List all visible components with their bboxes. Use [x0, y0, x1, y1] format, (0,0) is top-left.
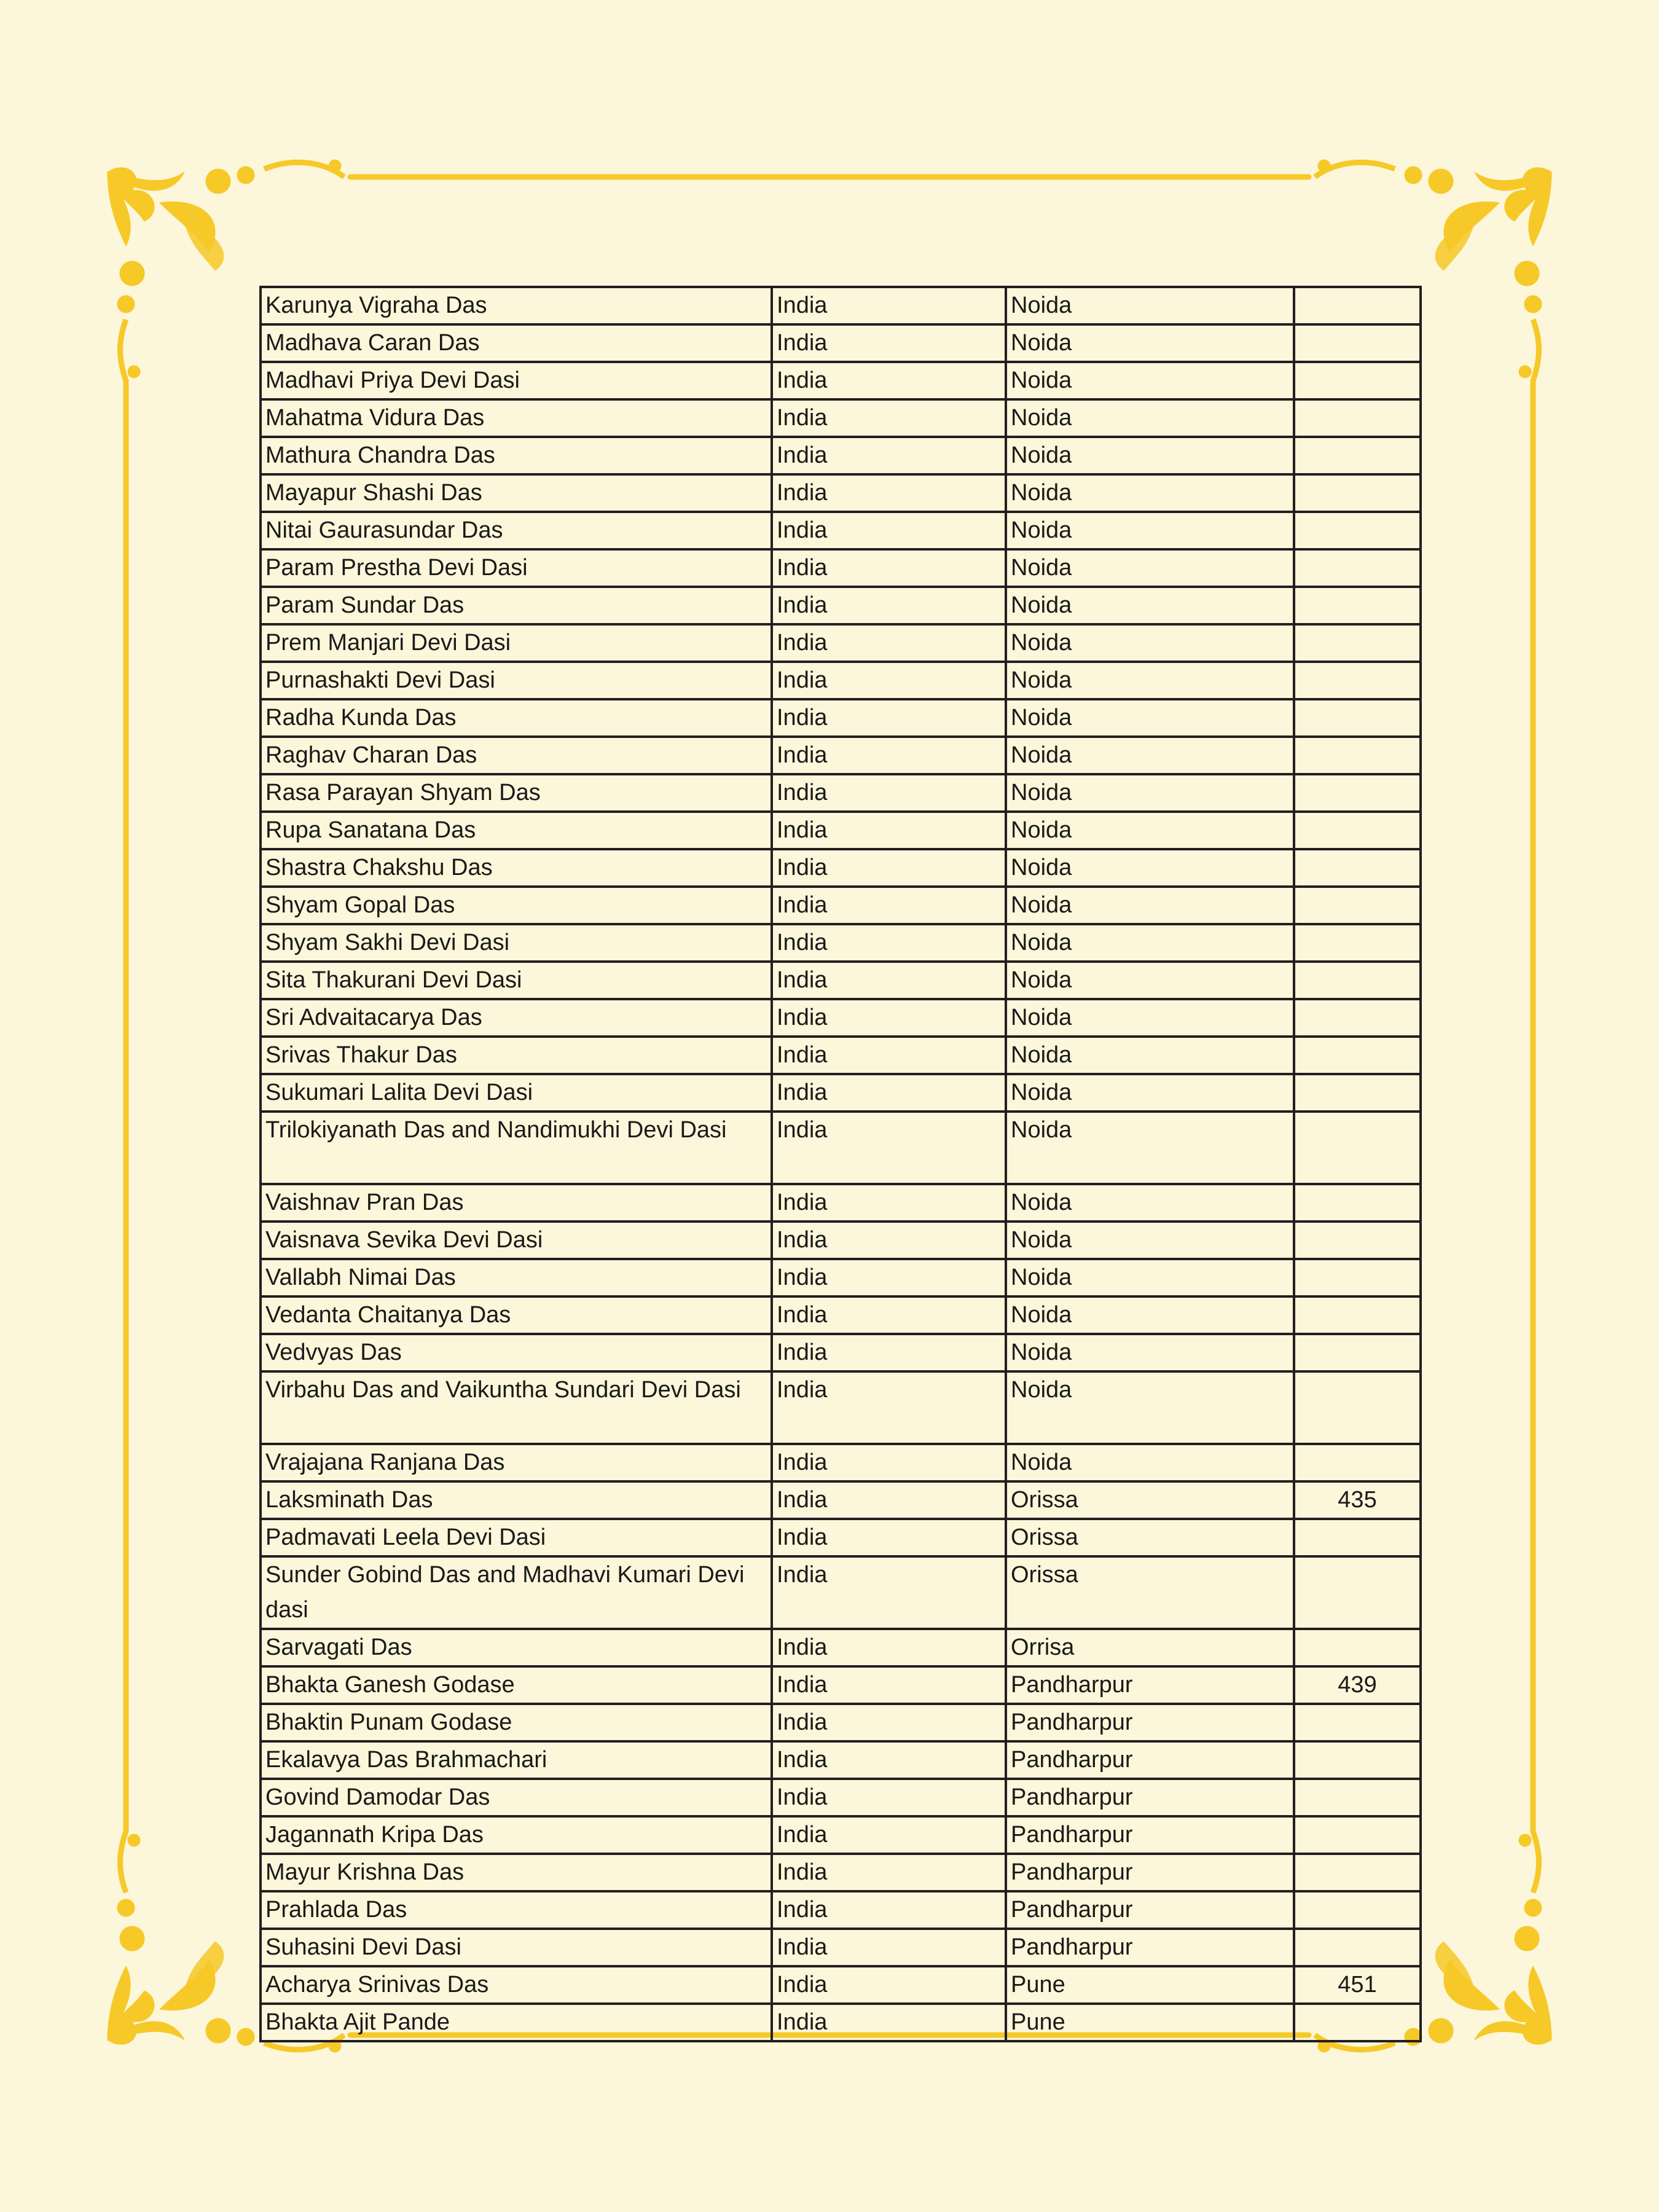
- table-row: [261, 512, 1421, 549]
- country-cell: India: [772, 1704, 1006, 1741]
- city-cell: Orissa: [1006, 1556, 1294, 1629]
- table-row: [261, 1779, 1421, 1816]
- country-cell: India: [772, 924, 1006, 962]
- name-cell: Rasa Parayan Shyam Das: [261, 774, 772, 812]
- name-cell: Mahatma Vidura Das: [261, 399, 772, 437]
- city-cell: Noida: [1006, 1296, 1294, 1334]
- page-number-cell: [1294, 774, 1421, 812]
- table-row: [261, 1816, 1421, 1854]
- directory-table: [259, 286, 1422, 2042]
- city-cell: Noida: [1006, 774, 1294, 812]
- name-cell: Shyam Gopal Das: [261, 887, 772, 924]
- country-cell: India: [772, 512, 1006, 549]
- country-cell: India: [772, 1037, 1006, 1074]
- city-cell: Orissa: [1006, 1481, 1294, 1519]
- page-number-cell: [1294, 812, 1421, 849]
- country-cell: India: [772, 662, 1006, 699]
- name-cell: Trilokiyanath Das and Nandimukhi Devi Dasi: [261, 1112, 772, 1184]
- directory-table-body: [261, 287, 1421, 2041]
- page-number-cell: [1294, 362, 1421, 399]
- name-cell: Param Prestha Devi Dasi: [261, 549, 772, 587]
- name-cell: Karunya Vigraha Das: [261, 287, 772, 324]
- table-row: [261, 737, 1421, 774]
- page-number-cell: [1294, 1259, 1421, 1296]
- page-number-cell: 439: [1294, 1666, 1421, 1704]
- country-cell: India: [772, 1556, 1006, 1629]
- city-cell: Noida: [1006, 737, 1294, 774]
- name-cell: Nitai Gaurasundar Das: [261, 512, 772, 549]
- city-cell: Pandharpur: [1006, 1704, 1294, 1741]
- table-row: [261, 1112, 1421, 1184]
- page-number-cell: [1294, 474, 1421, 512]
- country-cell: India: [772, 1259, 1006, 1296]
- city-cell: Noida: [1006, 1074, 1294, 1112]
- page-number-cell: [1294, 849, 1421, 887]
- table-row: [261, 624, 1421, 662]
- name-cell: Mayur Krishna Das: [261, 1854, 772, 1891]
- table-row: [261, 1854, 1421, 1891]
- page-number-cell: [1294, 587, 1421, 624]
- name-cell: Ekalavya Das Brahmachari: [261, 1741, 772, 1779]
- country-cell: India: [772, 1371, 1006, 1444]
- page-number-cell: [1294, 1184, 1421, 1222]
- city-cell: Noida: [1006, 362, 1294, 399]
- table-row: [261, 1259, 1421, 1296]
- name-cell: Shastra Chakshu Das: [261, 849, 772, 887]
- table-row: [261, 1444, 1421, 1481]
- page-number-cell: [1294, 1629, 1421, 1666]
- country-cell: India: [772, 887, 1006, 924]
- country-cell: India: [772, 624, 1006, 662]
- name-cell: Vedvyas Das: [261, 1334, 772, 1371]
- page-number-cell: [1294, 1891, 1421, 1929]
- country-cell: India: [772, 1222, 1006, 1259]
- city-cell: Noida: [1006, 1444, 1294, 1481]
- city-cell: Noida: [1006, 1222, 1294, 1259]
- page-number-cell: [1294, 1556, 1421, 1629]
- name-cell: Purnashakti Devi Dasi: [261, 662, 772, 699]
- country-cell: India: [772, 1481, 1006, 1519]
- country-cell: India: [772, 549, 1006, 587]
- city-cell: Orissa: [1006, 1519, 1294, 1556]
- country-cell: India: [772, 1296, 1006, 1334]
- country-cell: India: [772, 287, 1006, 324]
- country-cell: India: [772, 1779, 1006, 1816]
- country-cell: India: [772, 737, 1006, 774]
- country-cell: India: [772, 1184, 1006, 1222]
- table-row: [261, 1704, 1421, 1741]
- page-number-cell: 451: [1294, 1966, 1421, 2004]
- page-number-cell: [1294, 624, 1421, 662]
- table-row: [261, 1481, 1421, 1519]
- table-row: [261, 662, 1421, 699]
- country-cell: India: [772, 1112, 1006, 1184]
- table-row: [261, 812, 1421, 849]
- country-cell: India: [772, 399, 1006, 437]
- city-cell: Pandharpur: [1006, 1816, 1294, 1854]
- name-cell: Padmavati Leela Devi Dasi: [261, 1519, 772, 1556]
- table-row: [261, 324, 1421, 362]
- country-cell: India: [772, 1444, 1006, 1481]
- name-cell: Vaishnav Pran Das: [261, 1184, 772, 1222]
- page-number-cell: [1294, 1371, 1421, 1444]
- table-row: [261, 362, 1421, 399]
- page-number-cell: [1294, 1741, 1421, 1779]
- table-row: [261, 1519, 1421, 1556]
- page-number-cell: [1294, 549, 1421, 587]
- city-cell: Noida: [1006, 812, 1294, 849]
- country-cell: India: [772, 437, 1006, 474]
- page-number-cell: [1294, 399, 1421, 437]
- city-cell: Pandharpur: [1006, 1854, 1294, 1891]
- table-row: [261, 999, 1421, 1037]
- table-row: [261, 962, 1421, 999]
- page-number-cell: [1294, 999, 1421, 1037]
- city-cell: Noida: [1006, 437, 1294, 474]
- page-number-cell: [1294, 512, 1421, 549]
- city-cell: Noida: [1006, 474, 1294, 512]
- name-cell: Bhakta Ajit Pande: [261, 2004, 772, 2041]
- name-cell: Madhavi Priya Devi Dasi: [261, 362, 772, 399]
- name-cell: Shyam Sakhi Devi Dasi: [261, 924, 772, 962]
- name-cell: Rupa Sanatana Das: [261, 812, 772, 849]
- country-cell: India: [772, 1519, 1006, 1556]
- page-number-cell: [1294, 887, 1421, 924]
- city-cell: Noida: [1006, 512, 1294, 549]
- table-row: [261, 437, 1421, 474]
- page-number-cell: [1294, 699, 1421, 737]
- city-cell: Pandharpur: [1006, 1891, 1294, 1929]
- name-cell: Bhaktin Punam Godase: [261, 1704, 772, 1741]
- city-cell: Noida: [1006, 1037, 1294, 1074]
- page-number-cell: [1294, 1074, 1421, 1112]
- directory-table-wrapper: [259, 286, 1400, 2042]
- name-cell: Virbahu Das and Vaikuntha Sundari Devi Dasi: [261, 1371, 772, 1444]
- name-cell: Vrajajana Ranjana Das: [261, 1444, 772, 1481]
- name-cell: Sita Thakurani Devi Dasi: [261, 962, 772, 999]
- name-cell: Acharya Srinivas Das: [261, 1966, 772, 2004]
- city-cell: Noida: [1006, 1371, 1294, 1444]
- country-cell: India: [772, 1929, 1006, 1966]
- table-row: [261, 587, 1421, 624]
- city-cell: Noida: [1006, 999, 1294, 1037]
- table-row: [261, 287, 1421, 324]
- country-cell: India: [772, 2004, 1006, 2041]
- table-row: [261, 1741, 1421, 1779]
- page-number-cell: [1294, 1112, 1421, 1184]
- name-cell: Laksminath Das: [261, 1481, 772, 1519]
- table-row: [261, 474, 1421, 512]
- table-row: [261, 1184, 1421, 1222]
- city-cell: Pune: [1006, 1966, 1294, 2004]
- country-cell: India: [772, 699, 1006, 737]
- city-cell: Pandharpur: [1006, 1741, 1294, 1779]
- table-row: [261, 1556, 1421, 1629]
- city-cell: Noida: [1006, 624, 1294, 662]
- name-cell: Mayapur Shashi Das: [261, 474, 772, 512]
- name-cell: Sunder Gobind Das and Madhavi Kumari Devi dasi: [261, 1556, 772, 1629]
- page-number-cell: [1294, 662, 1421, 699]
- country-cell: India: [772, 362, 1006, 399]
- country-cell: India: [772, 1741, 1006, 1779]
- page-number-cell: [1294, 1334, 1421, 1371]
- table-row: [261, 1334, 1421, 1371]
- city-cell: Noida: [1006, 962, 1294, 999]
- name-cell: Prem Manjari Devi Dasi: [261, 624, 772, 662]
- city-cell: Noida: [1006, 587, 1294, 624]
- country-cell: India: [772, 1074, 1006, 1112]
- name-cell: Radha Kunda Das: [261, 699, 772, 737]
- table-row: [261, 1629, 1421, 1666]
- country-cell: India: [772, 1816, 1006, 1854]
- name-cell: Srivas Thakur Das: [261, 1037, 772, 1074]
- table-row: [261, 399, 1421, 437]
- city-cell: Noida: [1006, 662, 1294, 699]
- page-number-cell: [1294, 1929, 1421, 1966]
- name-cell: Suhasini Devi Dasi: [261, 1929, 772, 1966]
- city-cell: Noida: [1006, 1112, 1294, 1184]
- country-cell: India: [772, 1966, 1006, 2004]
- name-cell: Sri Advaitacarya Das: [261, 999, 772, 1037]
- table-row: [261, 1222, 1421, 1259]
- name-cell: Sukumari Lalita Devi Dasi: [261, 1074, 772, 1112]
- city-cell: Pandharpur: [1006, 1666, 1294, 1704]
- page-number-cell: [1294, 1296, 1421, 1334]
- table-row: [261, 699, 1421, 737]
- name-cell: Govind Damodar Das: [261, 1779, 772, 1816]
- name-cell: Mathura Chandra Das: [261, 437, 772, 474]
- country-cell: India: [772, 1629, 1006, 1666]
- name-cell: Jagannath Kripa Das: [261, 1816, 772, 1854]
- name-cell: Bhakta Ganesh Godase: [261, 1666, 772, 1704]
- page-number-cell: [1294, 962, 1421, 999]
- country-cell: India: [772, 587, 1006, 624]
- table-row: [261, 1666, 1421, 1704]
- page-number-cell: [1294, 1816, 1421, 1854]
- country-cell: India: [772, 1891, 1006, 1929]
- table-row: [261, 2004, 1421, 2041]
- city-cell: Noida: [1006, 1334, 1294, 1371]
- city-cell: Pandharpur: [1006, 1779, 1294, 1816]
- page-number-cell: [1294, 1779, 1421, 1816]
- country-cell: India: [772, 1334, 1006, 1371]
- city-cell: Noida: [1006, 287, 1294, 324]
- page-number-cell: [1294, 737, 1421, 774]
- name-cell: Vedanta Chaitanya Das: [261, 1296, 772, 1334]
- city-cell: Noida: [1006, 549, 1294, 587]
- city-cell: Noida: [1006, 699, 1294, 737]
- city-cell: Noida: [1006, 399, 1294, 437]
- table-row: [261, 1296, 1421, 1334]
- name-cell: Prahlada Das: [261, 1891, 772, 1929]
- table-row: [261, 1074, 1421, 1112]
- page-number-cell: [1294, 1854, 1421, 1891]
- city-cell: Orrisa: [1006, 1629, 1294, 1666]
- table-row: [261, 1966, 1421, 2004]
- table-row: [261, 849, 1421, 887]
- page-number-cell: [1294, 324, 1421, 362]
- city-cell: Noida: [1006, 887, 1294, 924]
- name-cell: Vallabh Nimai Das: [261, 1259, 772, 1296]
- table-row: [261, 924, 1421, 962]
- name-cell: Sarvagati Das: [261, 1629, 772, 1666]
- name-cell: Madhava Caran Das: [261, 324, 772, 362]
- city-cell: Pandharpur: [1006, 1929, 1294, 1966]
- page-number-cell: [1294, 1444, 1421, 1481]
- country-cell: India: [772, 812, 1006, 849]
- name-cell: Raghav Charan Das: [261, 737, 772, 774]
- page-number-cell: 435: [1294, 1481, 1421, 1519]
- table-row: [261, 1037, 1421, 1074]
- city-cell: Noida: [1006, 1259, 1294, 1296]
- page-number-cell: [1294, 437, 1421, 474]
- city-cell: Noida: [1006, 924, 1294, 962]
- page-number-cell: [1294, 1037, 1421, 1074]
- table-row: [261, 1891, 1421, 1929]
- table-row: [261, 887, 1421, 924]
- country-cell: India: [772, 849, 1006, 887]
- city-cell: Pune: [1006, 2004, 1294, 2041]
- table-row: [261, 1929, 1421, 1966]
- city-cell: Noida: [1006, 1184, 1294, 1222]
- page-number-cell: [1294, 1519, 1421, 1556]
- table-row: [261, 549, 1421, 587]
- country-cell: India: [772, 474, 1006, 512]
- country-cell: India: [772, 999, 1006, 1037]
- country-cell: India: [772, 962, 1006, 999]
- name-cell: Param Sundar Das: [261, 587, 772, 624]
- country-cell: India: [772, 324, 1006, 362]
- page-number-cell: [1294, 2004, 1421, 2041]
- page-number-cell: [1294, 1704, 1421, 1741]
- city-cell: Noida: [1006, 324, 1294, 362]
- country-cell: India: [772, 1666, 1006, 1704]
- page-number-cell: [1294, 287, 1421, 324]
- page-number-cell: [1294, 1222, 1421, 1259]
- name-cell: Vaisnava Sevika Devi Dasi: [261, 1222, 772, 1259]
- table-row: [261, 774, 1421, 812]
- city-cell: Noida: [1006, 849, 1294, 887]
- table-row: [261, 1371, 1421, 1444]
- country-cell: India: [772, 1854, 1006, 1891]
- country-cell: India: [772, 774, 1006, 812]
- page-number-cell: [1294, 924, 1421, 962]
